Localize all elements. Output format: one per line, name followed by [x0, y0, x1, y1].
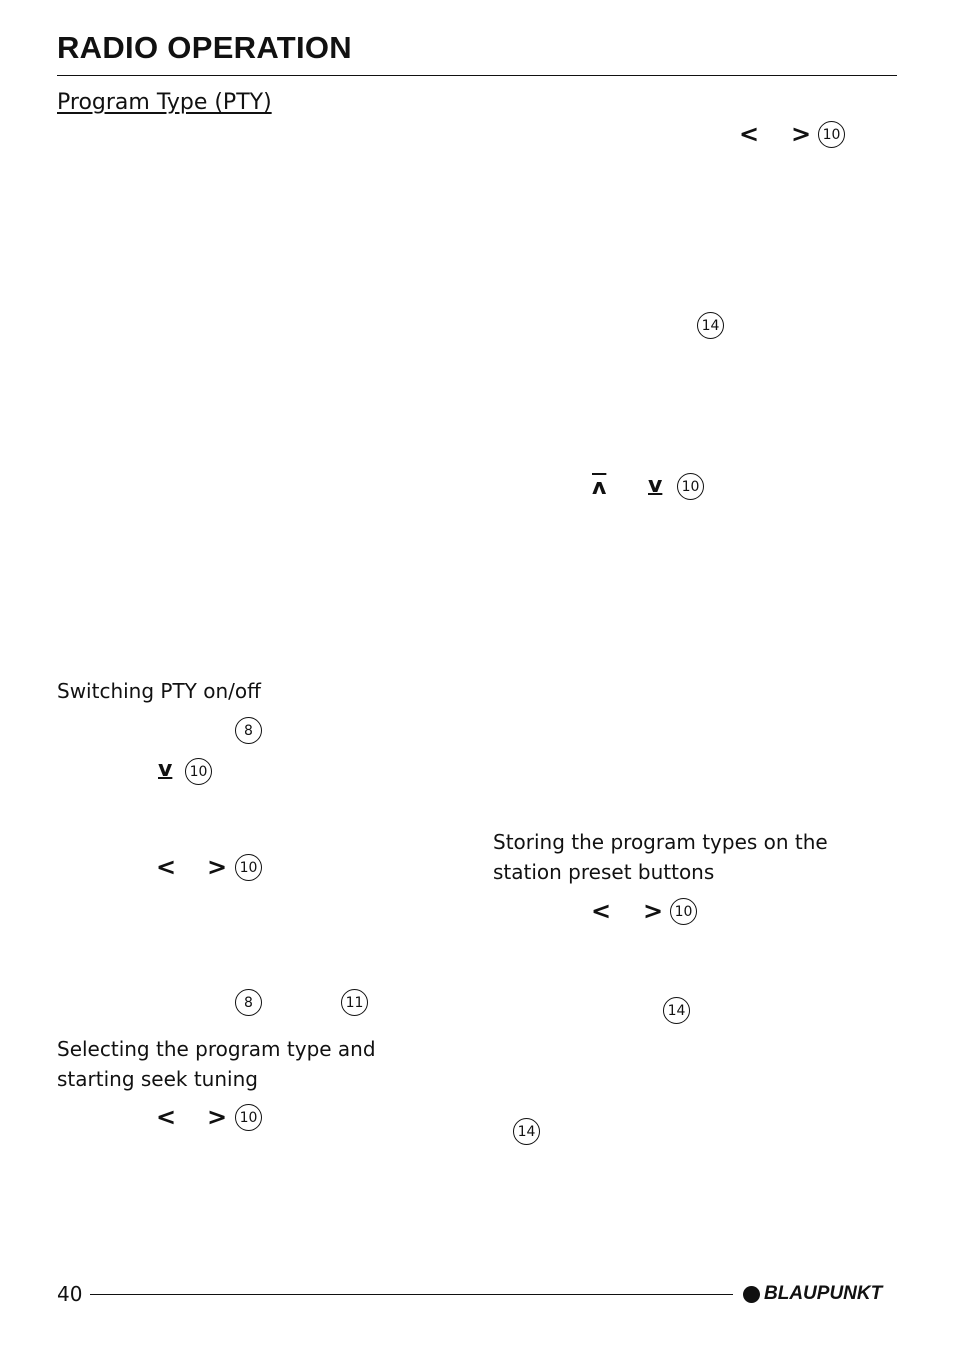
callout-10: 10 — [670, 898, 697, 925]
callout-10: 10 — [235, 854, 262, 881]
up-arrow-key-icon: $\overline{ʌ}$ — [592, 475, 607, 500]
callout-8: 8 — [235, 717, 262, 744]
callout-14: 14 — [697, 312, 724, 339]
subheading-line: starting seek tuning — [57, 1067, 258, 1091]
right-arrow-key-icon: > — [791, 120, 812, 148]
footer-rule — [90, 1294, 733, 1295]
callout-10: 10 — [818, 121, 845, 148]
section-title: Program Type (PTY) — [57, 90, 272, 115]
callout-10: 10 — [235, 1104, 262, 1131]
left-arrow-key-icon: < — [739, 120, 760, 148]
down-arrow-key-icon: v — [648, 473, 663, 498]
page-number: 40 — [57, 1282, 83, 1306]
page-title: RADIO OPERATION — [57, 30, 352, 65]
right-arrow-key-icon: > — [207, 853, 228, 881]
down-arrow-key-icon: v — [158, 757, 173, 782]
callout-10: 10 — [185, 758, 212, 785]
brand-dot-icon — [743, 1286, 760, 1303]
brand-name: BLAUPUNKT — [764, 1283, 883, 1304]
right-arrow-key-icon: > — [643, 897, 664, 925]
subheading-switching-pty: Switching PTY on/off — [57, 679, 261, 703]
subheading-selecting-program-type — [57, 1034, 376, 1094]
callout-8: 8 — [235, 989, 262, 1016]
subheading-line: Storing the program types on the — [493, 830, 828, 854]
left-arrow-key-icon: < — [156, 1103, 177, 1131]
brand-logo — [743, 1283, 882, 1305]
subheading-storing-program-types — [493, 827, 828, 887]
left-arrow-key-icon: < — [156, 853, 177, 881]
callout-11: 11 — [341, 989, 368, 1016]
subheading-line: station preset buttons — [493, 860, 715, 884]
callout-14: 14 — [513, 1118, 540, 1145]
subheading-line: Selecting the program type and — [57, 1037, 376, 1061]
callout-14: 14 — [663, 997, 690, 1024]
callout-10: 10 — [677, 473, 704, 500]
right-arrow-key-icon: > — [207, 1103, 228, 1131]
header-rule — [57, 75, 897, 76]
left-arrow-key-icon: < — [591, 897, 612, 925]
